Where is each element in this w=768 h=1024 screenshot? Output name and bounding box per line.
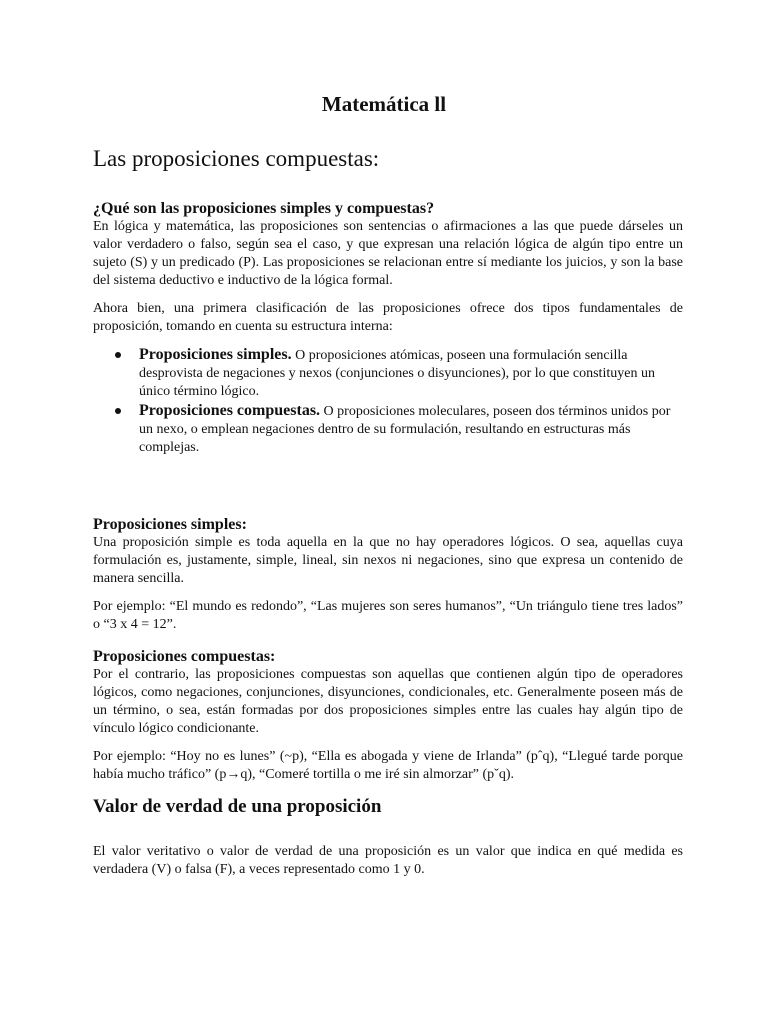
section-compound-paragraph-1: Por el contrario, las proposiciones compuestas son aquellas que contienen algún tipo de operadores lógicos, como negaciones, conjunciones, disyunciones, condicionales, etc. Generalmente poseen más de un término, o sea, están formadas por dos proposiciones simples entre las cuales hay algún tipo de vínculo lógico condicionante. xyxy=(93,667,683,736)
section-definition-heading: ¿Qué son las proposiciones simples y compuestas? xyxy=(93,200,435,217)
bullet-icon xyxy=(115,352,121,358)
section-simple-paragraph-2: Por ejemplo: “El mundo es redondo”, “Las mujeres son seres humanos”, “Un triángulo tiene tres lados” o “3 x 4 = 12”. xyxy=(93,599,683,632)
list-item-text: O proposiciones atómicas, poseen una formulación sencilla desprovista de negaciones y nexos (conjunciones o disyunciones), por lo que constituyen un único término lógico. xyxy=(139,348,655,399)
bullet-icon xyxy=(115,408,121,414)
section-truth-value-heading: Valor de verdad de una proposición xyxy=(93,796,382,817)
list-item-term: Proposiciones compuestas. xyxy=(139,402,321,419)
section-simple-heading: Proposiciones simples: xyxy=(93,516,247,533)
list-item-compound xyxy=(93,402,683,457)
main-heading: Las proposiciones compuestas: xyxy=(93,146,380,171)
section-simple xyxy=(93,516,683,634)
list-item-term: Proposiciones simples. xyxy=(139,346,292,363)
section-compound-paragraph-2: Por ejemplo: “Hoy no es lunes” (~p), “Ella es abogada y viene de Irlanda” (pˆq), “Llegué tarde porque había mucho tráfico” (p→q), “Comeré tortilla o me iré sin almorzar” (pˇq). xyxy=(93,749,683,782)
document-title: Matemática ll xyxy=(321,92,447,116)
section-compound-heading: Proposiciones compuestas: xyxy=(93,648,276,665)
list-item-text: O proposiciones moleculares, poseen dos términos unidos por un nexo, o emplean negaciones dentro de su formulación, resultando en estructuras más complejas. xyxy=(139,404,671,455)
section-truth-value-paragraph: El valor veritativo o valor de verdad de una proposición es un valor que indica en qué medida es verdadera (V) o falsa (F), a veces representado como 1 y 0. xyxy=(93,843,683,877)
section-compound xyxy=(93,648,683,784)
section-definition-paragraph-2: Ahora bien, una primera clasificación de las proposiciones ofrece dos tipos fundamentales de proposición, tomando en cuenta su estructura interna: xyxy=(93,301,683,334)
section-definition xyxy=(93,200,683,458)
list-item-simple xyxy=(93,346,683,401)
section-simple-paragraph-1: Una proposición simple es toda aquella en la que no hay operadores lógicos. O sea, aquellas cuya formulación es, justamente, simple, lineal, sin nexos ni negaciones, sino que expresa un contenido de manera sencilla. xyxy=(93,535,683,586)
section-definition-paragraph-1: En lógica y matemática, las proposiciones son sentencias o afirmaciones a las que puede dárseles un valor verdadero o falso, según sea el caso, y que expresan una relación lógica de algún tipo entre un sujeto (S) y un predicado (P). Las proposiciones se relacionan entre sí mediante los juicios, y son la base del sistema deductivo e inductivo de la lógica formal. xyxy=(93,219,683,288)
section-truth-value xyxy=(93,796,683,879)
proposition-types-list xyxy=(93,346,683,457)
